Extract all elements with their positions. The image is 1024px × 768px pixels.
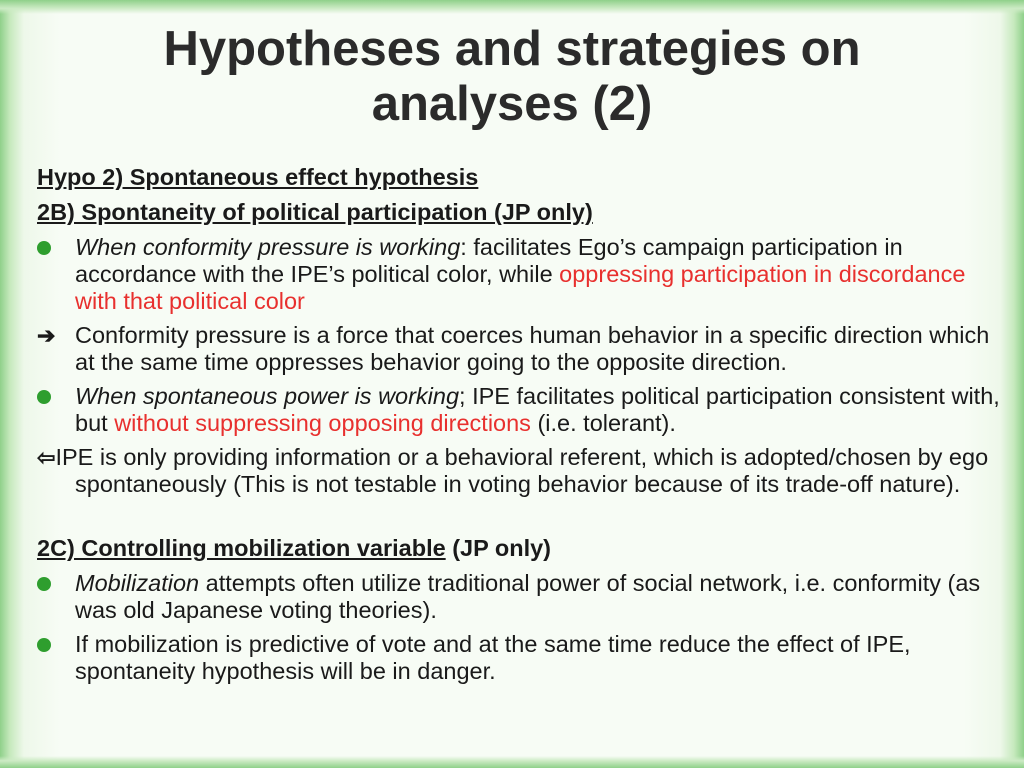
bullet-marker [37,570,67,597]
arrow-item-ipe-information [37,444,1012,498]
slide-body [37,164,1012,692]
bullet-item-conformity [37,234,1012,315]
bullet-dot-icon [37,390,51,404]
italic-phrase: Mobilization [75,570,200,596]
bullet-text: If mobilization is predictive of vote and at the same time reduce the effect of IPE, spontaneity hypothesis will be in danger. [75,631,911,684]
highlight-text: without suppressing opposing directions [114,410,531,436]
bullet-marker [37,631,67,658]
bullet-marker [37,383,67,410]
arrow-text: Conformity pressure is a force that coerces human behavior in a specific direction which at the same time oppresses behavior going to the opposite direction. [75,322,990,375]
section-spacer [37,505,1012,535]
left-arrow-icon: ⇦ [37,445,56,470]
bullet-dot-icon [37,638,51,652]
bottom-border-band [0,756,1024,768]
italic-phrase: When conformity pressure is working [75,234,461,260]
title-line-1: Hypotheses and strategies on [163,22,861,76]
subheading-2c [37,535,1012,562]
bullet-dot-icon [37,241,51,255]
subheading-2c-suffix: (JP only) [445,535,552,561]
bullet-item-mobilization [37,570,1012,624]
title-line-2: analyses (2) [371,77,653,131]
bullet-tail: (i.e. tolerant). [530,410,676,436]
italic-phrase: When spontaneous power is working [75,383,460,409]
bullet-item-spontaneous [37,383,1012,437]
arrow-item-conformity-pressure [37,322,1012,376]
bullet-item-prediction [37,631,1012,685]
hypothesis-heading: Hypo 2) Spontaneous effect hypothesis [37,164,479,190]
subheading-2c-label: 2C) Controlling mobilization variable [37,535,446,561]
slide-title [0,22,1024,132]
bullet-dot-icon [37,577,51,591]
bullet-marker [37,234,67,261]
bullet-text: : facilitates Ego’s campaign participation in accordance with the IPE’s political color, while [75,234,903,287]
bullet-text: ; IPE facilitates political participation consistent with, but [75,383,1000,436]
right-arrow-icon: ➔ [37,323,56,348]
arrow-text: IPE is only providing information or a behavioral referent, which is adopted/chosen by ego spontaneously (This is not testable in voting behavior because of its trade-off nature). [55,444,989,497]
highlight-text: oppressing participation in discordance with that political color [75,261,966,314]
subheading-2b: 2B) Spontaneity of political participation (JP only) [37,199,593,225]
top-border-band [0,0,1024,14]
bullet-text: attempts often utilize traditional power of social network, i.e. conformity (as was old Japanese voting theories). [75,570,981,623]
